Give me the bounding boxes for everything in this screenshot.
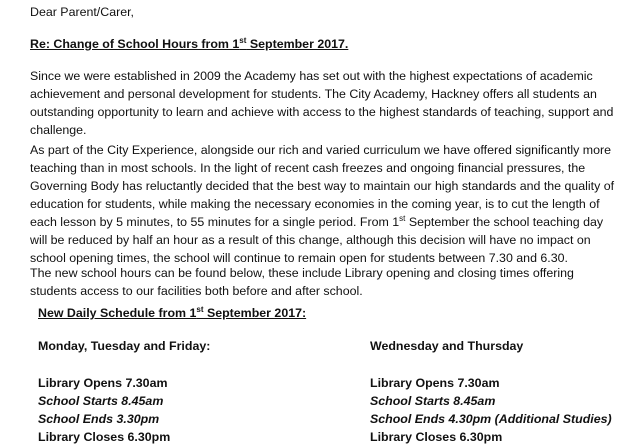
letter-subject — [30, 35, 615, 53]
library-closes: Library Closes 6.30pm — [370, 430, 503, 444]
schedule-days: Monday, Tuesday and Friday: — [38, 339, 211, 353]
school-ends: School Ends 3.30pm — [38, 412, 160, 426]
library-closes: Library Closes 6.30pm — [38, 430, 171, 444]
paragraph-1: Since we were established in 2009 the Academy has set out with the highest expectations of academic achievement and personal development for students. The City Academy, Hackney offers all students an outstanding opportunity to learn and achieve with access to the highest standards of teaching, support and challenge. — [30, 69, 614, 137]
schedule-heading-superscript: st — [196, 304, 204, 314]
paragraph-2-text-end: September the school teaching day will be reduced by half an hour as a result of this change, although this decision will have no impact on school opening times, the school will continue to remain open for students between 7.30 and 6.30. — [30, 215, 604, 265]
schedule-heading-text-end: September 2017: — [203, 306, 307, 320]
schedule-heading — [38, 304, 623, 322]
subject-text-end: September 2017. — [246, 37, 349, 51]
paragraph-3: The new school hours can be found below, these include Library opening and closing times offering students access to our facilities both before and after school. — [30, 266, 574, 298]
letter-greeting: Dear Parent/Carer, — [30, 5, 134, 19]
schedule-days: Wednesday and Thursday — [370, 339, 524, 353]
paragraph-2-superscript: st — [399, 213, 406, 223]
subject-text: Re: Change of School Hours from 1 — [30, 37, 240, 51]
paragraph-2-text: As part of the City Experience, alongside our rich and varied curriculum we have offered significantly more teaching than in most schools. In the light of recent cash freezes and ongoing financial pressures, the Governing Body has reluctantly decided that the best way to maintain our high standards and the quality of education for students, while making the necessary economies in the coming year, is to cut the length of each lesson by 5 minutes, to 55 minutes for a single period. From 1 — [30, 143, 615, 229]
school-ends: School Ends 4.30pm (Additional Studies) — [370, 412, 612, 426]
schedule-column-mon-tue-fri — [38, 337, 318, 446]
school-starts: School Starts 8.45am — [370, 394, 496, 408]
library-opens: Library Opens 7.30am — [370, 376, 500, 390]
schedule-heading-text: New Daily Schedule from 1 — [38, 306, 197, 320]
paragraph-2 — [30, 141, 615, 267]
subject-superscript: st — [239, 35, 247, 45]
school-starts: School Starts 8.45am — [38, 394, 164, 408]
library-opens: Library Opens 7.30am — [38, 376, 168, 390]
schedule-column-wed-thu — [370, 337, 625, 446]
